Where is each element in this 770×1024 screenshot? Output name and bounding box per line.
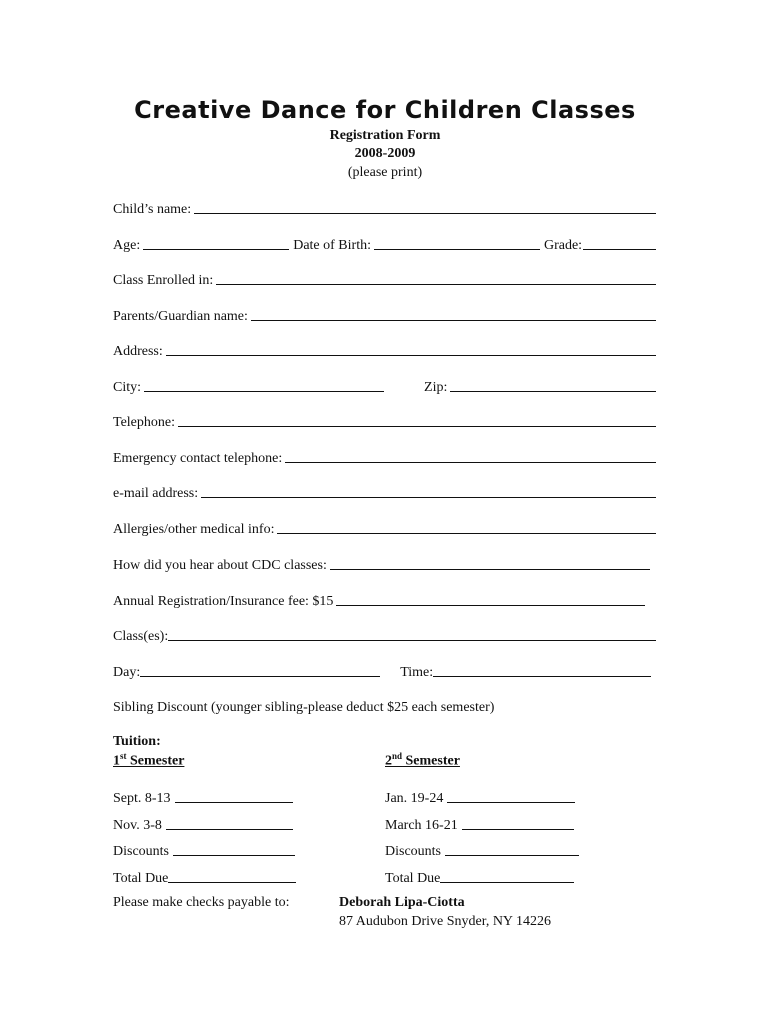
sem1-row-3-label: Discounts — [113, 844, 169, 859]
classes-row — [113, 625, 656, 645]
allergies-label: Allergies/other medical info: — [113, 522, 275, 537]
address-field[interactable] — [166, 354, 656, 356]
form-year: 2008-2009 — [354, 146, 416, 161]
sem1-row-2 — [113, 814, 293, 834]
grade-field[interactable] — [583, 248, 656, 250]
sem1-row-4-field[interactable] — [168, 881, 296, 883]
heard-about-row — [113, 554, 650, 574]
telephone-label: Telephone: — [113, 415, 175, 430]
classes-field[interactable] — [168, 639, 656, 641]
sem1-row-1-label: Sept. 8-13 — [113, 791, 171, 806]
sem2-row-1 — [385, 787, 575, 807]
semester2-heading: 2nd Semester — [385, 751, 460, 769]
city-zip-row — [113, 376, 656, 396]
age-field[interactable] — [143, 248, 289, 250]
sem1-row-2-field[interactable] — [166, 828, 293, 830]
time-field[interactable] — [433, 675, 651, 677]
class-enrolled-row — [113, 269, 656, 289]
zip-field[interactable] — [450, 390, 656, 392]
city-label: City: — [113, 380, 142, 395]
sem2-row-4-field[interactable] — [440, 881, 574, 883]
sem2-row-3-field[interactable] — [445, 854, 579, 856]
sem1-row-1 — [113, 787, 293, 807]
payee-address: 87 Audubon Drive Snyder, NY 14226 — [339, 914, 552, 929]
tuition-heading: Tuition: — [113, 734, 161, 749]
payee-name: Deborah Lipa-Ciotta — [339, 895, 465, 910]
form-name: Registration Form — [329, 128, 441, 143]
registration-fee-row — [113, 590, 645, 610]
class-enrolled-label: Class Enrolled in: — [113, 273, 214, 288]
sem1-row-3-field[interactable] — [173, 854, 295, 856]
allergies-field[interactable] — [277, 532, 656, 534]
child-name-label: Child’s name: — [113, 202, 192, 217]
sem2-row-4-label: Total Due — [385, 871, 441, 886]
sem2-row-2-label: March 16-21 — [385, 818, 458, 833]
page-title: Creative Dance for Children Classes — [134, 96, 636, 124]
sem2-row-2-field[interactable] — [462, 828, 574, 830]
email-label: e-mail address: — [113, 486, 199, 501]
day-time-row — [113, 661, 651, 681]
address-row — [113, 340, 656, 360]
zip-label: Zip: — [424, 380, 448, 395]
day-label: Day: — [113, 665, 141, 680]
sem1-row-3 — [113, 840, 295, 860]
sem2-row-3 — [385, 840, 579, 860]
email-row — [113, 482, 656, 502]
print-instruction: (please print) — [347, 165, 423, 180]
age-label: Age: — [113, 238, 141, 253]
emergency-phone-label: Emergency contact telephone: — [113, 451, 283, 466]
email-field[interactable] — [201, 496, 656, 498]
grade-label: Grade: — [543, 238, 583, 253]
city-field[interactable] — [144, 390, 384, 392]
sem1-row-4-label: Total Due — [113, 871, 169, 886]
sibling-discount-note: Sibling Discount (younger sibling-please deduct $25 each semester) — [113, 700, 495, 715]
sem2-row-1-field[interactable] — [447, 801, 575, 803]
time-label: Time: — [400, 665, 434, 680]
telephone-row — [113, 411, 656, 431]
classes-label: Class(es): — [113, 629, 169, 644]
dob-field[interactable] — [374, 248, 540, 250]
sem1-row-2-label: Nov. 3-8 — [113, 818, 162, 833]
sem1-row-4 — [113, 867, 296, 887]
address-label: Address: — [113, 344, 163, 359]
parent-name-field[interactable] — [251, 319, 656, 321]
dob-label: Date of Birth: — [293, 238, 371, 253]
telephone-field[interactable] — [178, 425, 656, 427]
sem2-row-1-label: Jan. 19-24 — [385, 791, 444, 806]
allergies-row — [113, 518, 656, 538]
emergency-phone-row — [113, 447, 656, 467]
child-name-field[interactable] — [194, 212, 656, 214]
registration-fee-field[interactable] — [336, 604, 645, 606]
sem1-row-1-field[interactable] — [175, 801, 293, 803]
registration-fee-label: Annual Registration/Insurance fee: $15 — [113, 594, 334, 609]
parent-name-label: Parents/Guardian name: — [113, 309, 248, 324]
sem2-row-2 — [385, 814, 574, 834]
age-dob-grade-row — [113, 234, 656, 254]
semester1-heading: 1st Semester — [113, 751, 185, 769]
payment-label: Please make checks payable to: — [113, 895, 290, 910]
day-field[interactable] — [140, 675, 380, 677]
class-enrolled-field[interactable] — [216, 283, 656, 285]
sem2-row-3-label: Discounts — [385, 844, 441, 859]
heard-about-label: How did you hear about CDC classes: — [113, 558, 327, 573]
parent-name-row — [113, 305, 656, 325]
emergency-phone-field[interactable] — [285, 461, 656, 463]
heard-about-field[interactable] — [330, 568, 650, 570]
child-name-row — [113, 198, 656, 218]
sem2-row-4 — [385, 867, 574, 887]
